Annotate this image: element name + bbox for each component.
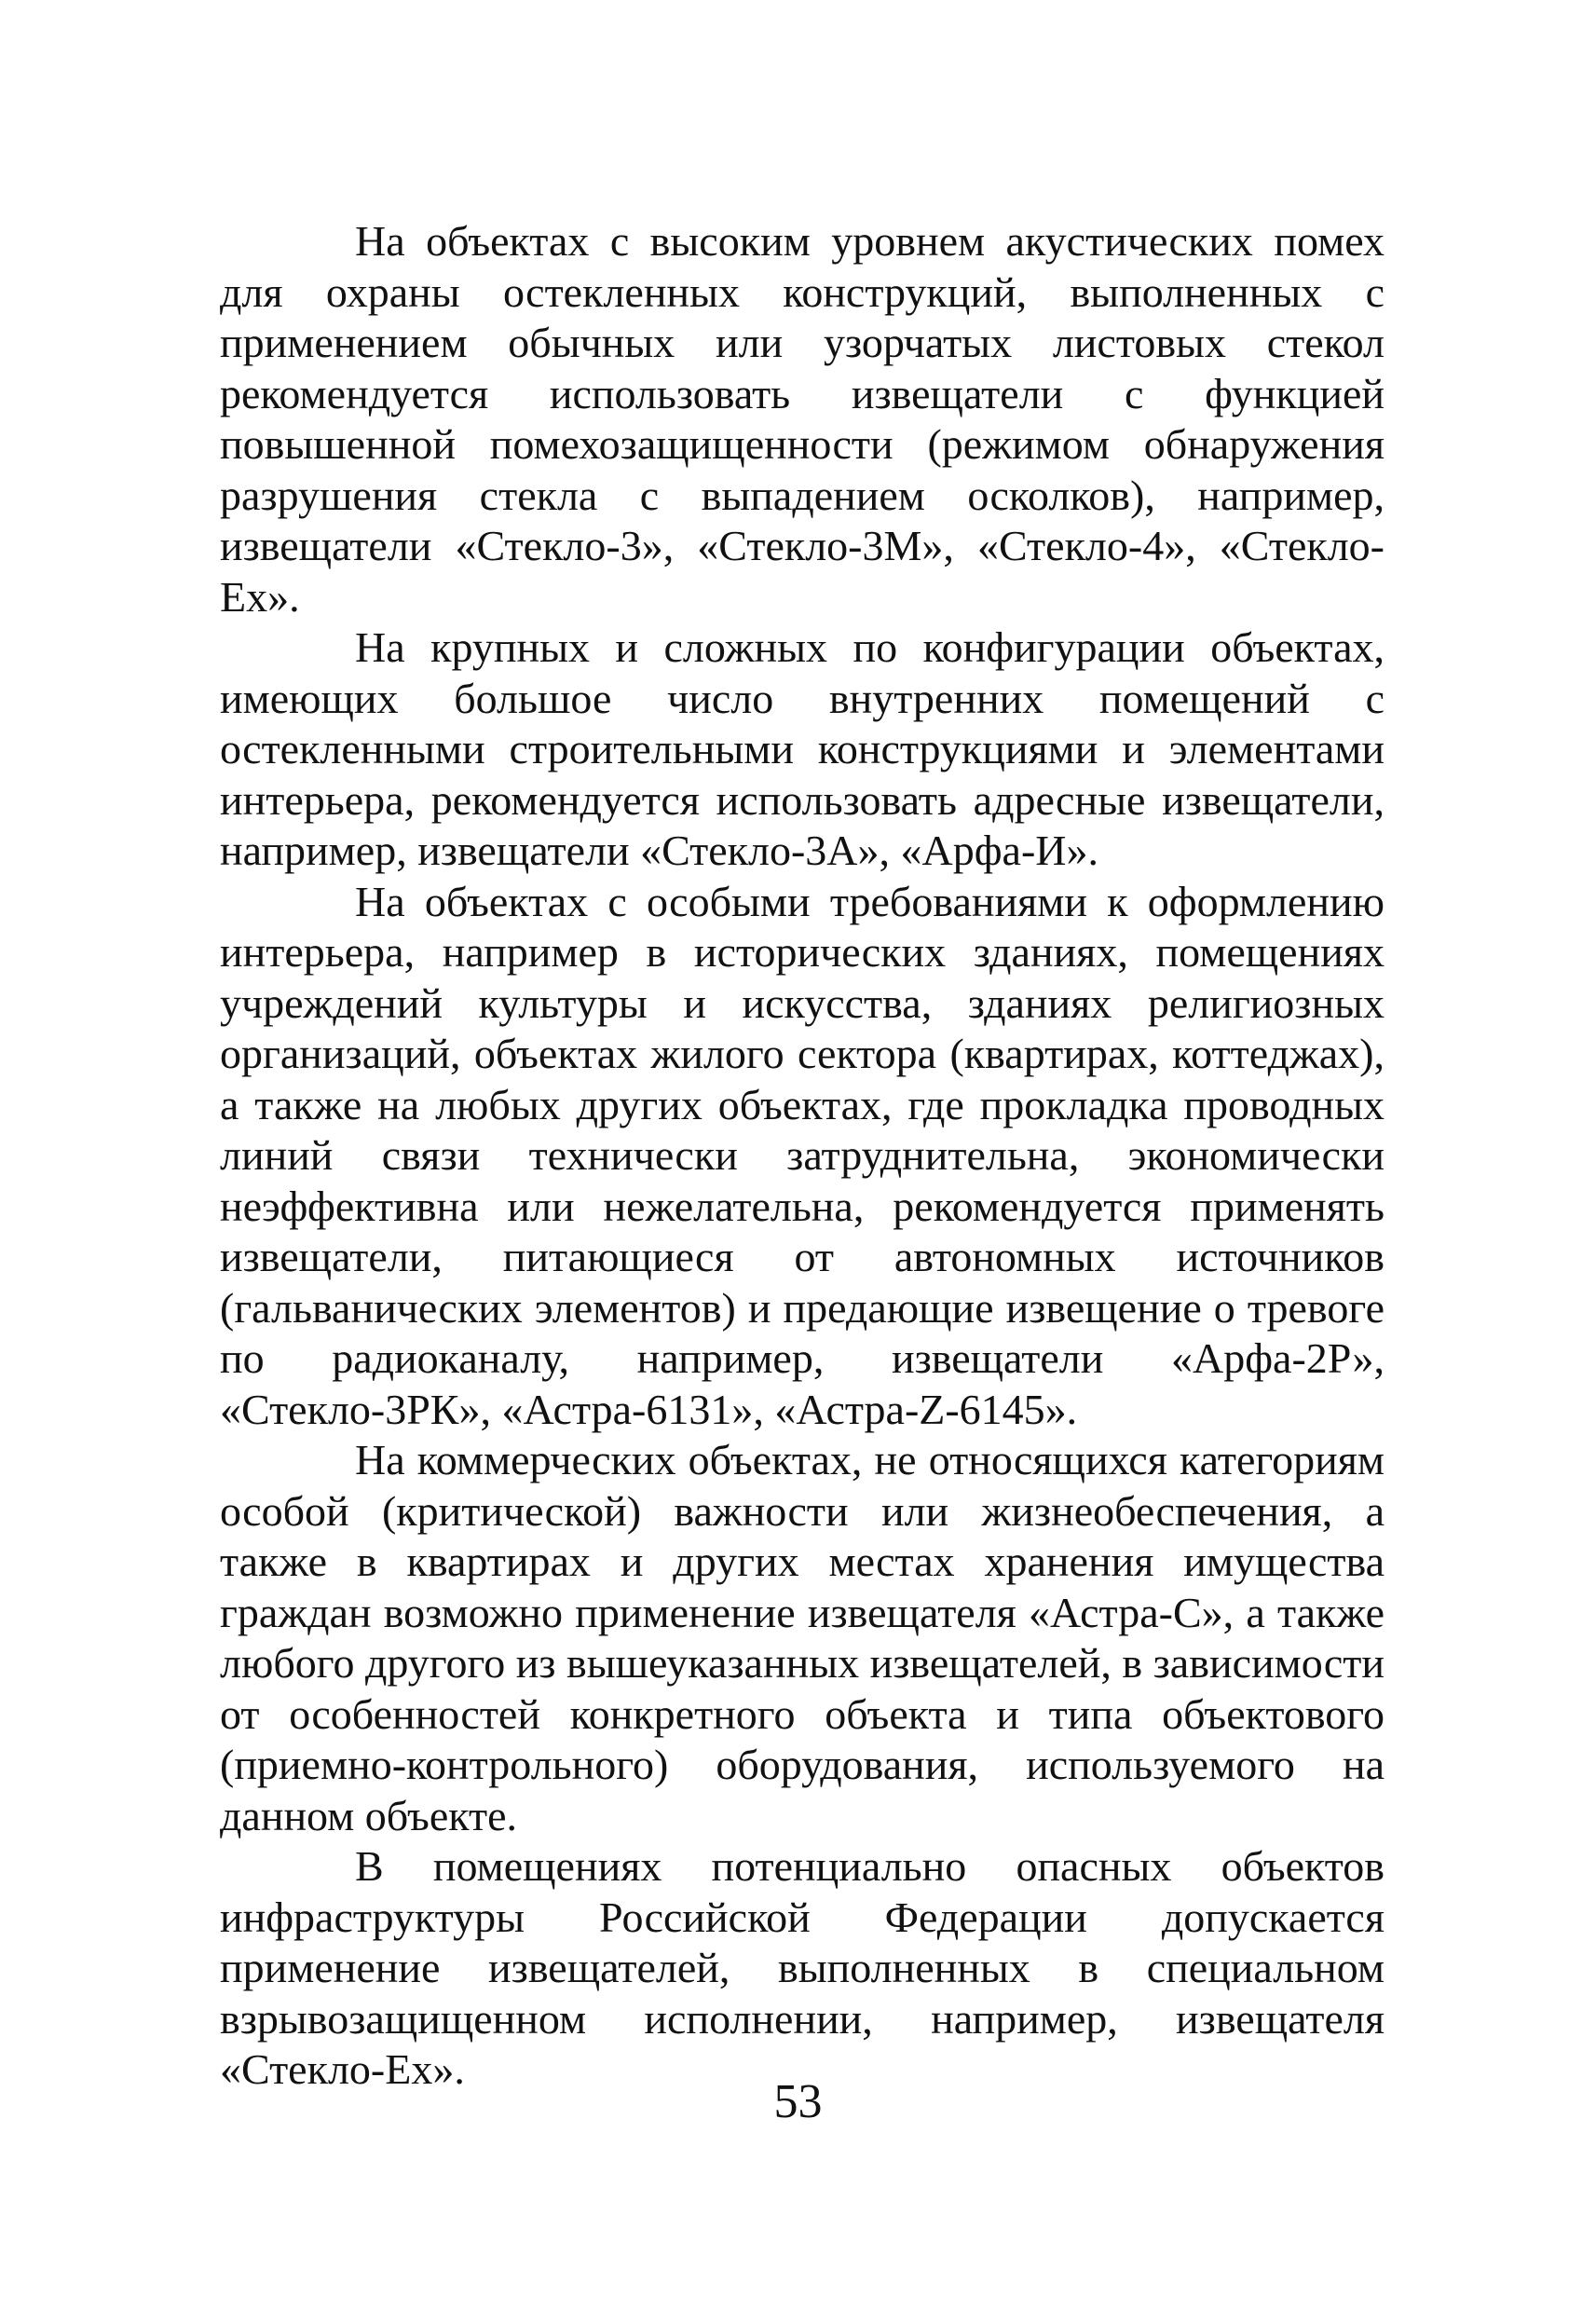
paragraph-hazardous-objects: В помещениях потенциально опасных объектов инфраструктуры Российской Федерации допускается применение извещателей, выполненных в специальном взрывозащищенном исполнении, например, извещателя «Стекло-Ех». [220,1842,1385,2093]
page-body [220,216,1385,2096]
paragraph-special-interior: На объектах с особыми требованиями к оформлению интерьера, например в исторических зданиях, помещениях учреждений культуры и искусства, зданиях религиозных организаций, объектах жилого сектора (квартирах, коттеджах), а также на любых других объектах, где прокладка проводных линий связи технически затруднительна, экономически неэффективна или нежелательна, рекомендуется применять извещатели, питающиеся от автономных источников (гальванических элементов) и предающие извещение о тревоге по радиоканалу, например, извещатели «Арфа-2Р», «Стекло-3РК», «Астра-6131», «Астра-Z-6145». [220,877,1385,1433]
paragraph-acoustic-noise: На объектах с высоким уровнем акустических помех для охраны остекленных конструкций, выполненных с применением обычных или узорчатых листовых стекол рекомендуется использовать извещатели с функцией повышенной помехозащищенности (режимом обнаружения разрушения стекла с выпадением осколков), например, извещатели «Стекло-3», «Стекло-3М», «Стекло-4», «Стекло-Ех». [220,217,1385,621]
page-number: 53 [773,2075,823,2128]
paragraph-commercial-objects: На коммерческих объектах, не относящихся категориям особой (критической) важности или жизнеобеспечения, а также в квартирах и других местах хранения имущества граждан возможно применение извещателя «Астра-С», а также любого другого из вышеуказанных извещателей, в зависимости от особенностей конкретного объекта и типа объектового (приемно-контрольного) оборудования, используемого на данном объекте. [220,1436,1385,1839]
paragraph-large-objects: На крупных и сложных по конфигурации объектах, имеющих большое число внутренних помещений с остекленными строительными конструкциями и элементами интерьера, рекомендуется использовать адресные извещатели, например, извещатели «Стекло-3А», «Арфа-И». [220,623,1385,874]
